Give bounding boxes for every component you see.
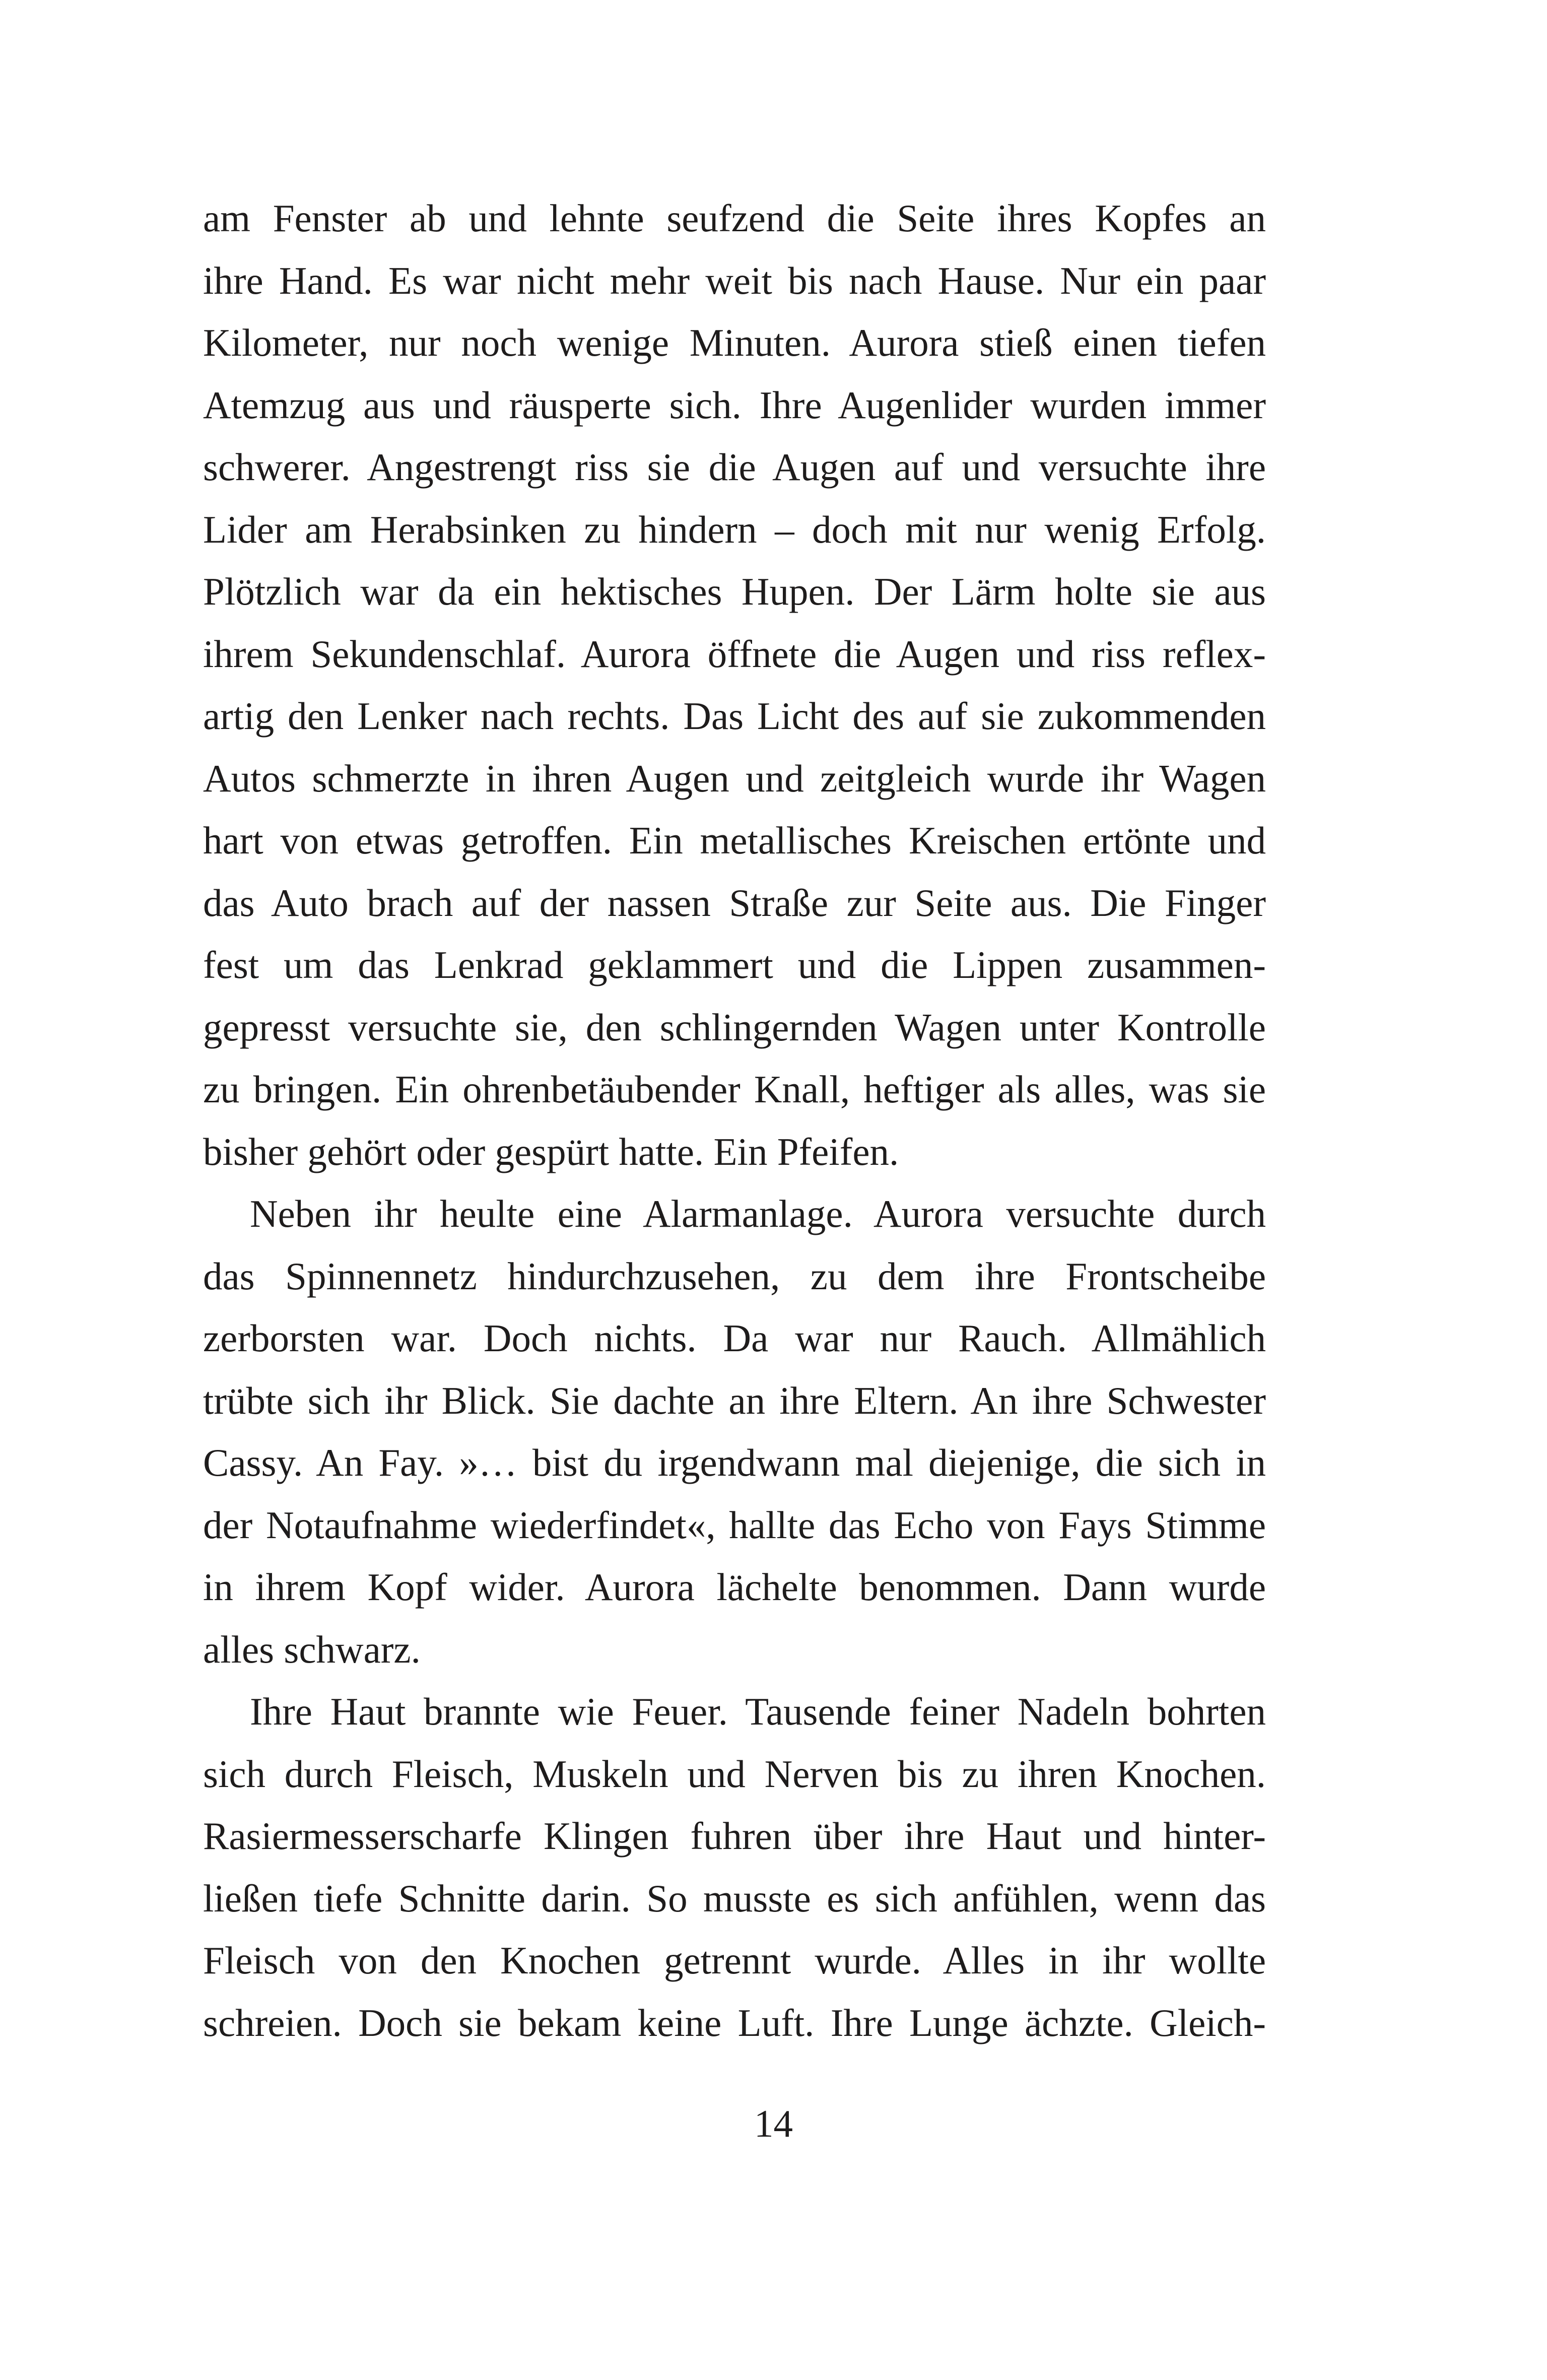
- text-line: Plötzlich war da ein hektisches Hupen. Der Lärm holte sie aus: [203, 570, 1266, 613]
- text-line: zerborsten war. Doch nichts. Da war nur Rauch. Allmählich: [203, 1316, 1266, 1360]
- text-line: artig den Lenker nach rechts. Das Licht des auf sie zukommenden: [203, 694, 1266, 738]
- text-line: Autos schmerzte in ihren Augen und zeitgleich wurde ihr Wagen: [203, 756, 1266, 800]
- text-line: hart von etwas getroffen. Ein metallisches Kreischen ertönte und: [203, 819, 1266, 862]
- text-line: Atemzug aus und räusperte sich. Ihre Augenlider wurden immer: [203, 383, 1266, 427]
- text-line: Cassy. An Fay. »… bist du irgendwann mal diejenige, die sich in: [203, 1441, 1266, 1484]
- text-line: ihre Hand. Es war nicht mehr weit bis nach Hause. Nur ein paar: [203, 258, 1266, 302]
- body-text: [203, 187, 1266, 2054]
- text-line: gepresst versuchte sie, den schlingernden Wagen unter Kontrolle: [203, 1005, 1266, 1049]
- text-line: trübte sich ihr Blick. Sie dachte an ihre Eltern. An ihre Schwester: [203, 1378, 1266, 1422]
- text-line: schreien. Doch sie bekam keine Luft. Ihre Lunge ächzte. Gleich-: [203, 2001, 1266, 2044]
- text-line: Fleisch von den Knochen getrennt wurde. Alles in ihr wollte: [203, 1939, 1266, 1982]
- text-line: Lider am Herabsinken zu hindern – doch mit nur wenig Erfolg.: [203, 507, 1266, 551]
- text-line: fest um das Lenkrad geklammert und die Lippen zusammen-: [203, 943, 1266, 986]
- text-line: zu bringen. Ein ohrenbetäubender Knall, heftiger als alles, was sie: [203, 1068, 1266, 1111]
- text-line: das Auto brach auf der nassen Straße zur Seite aus. Die Finger: [203, 881, 1266, 924]
- text-line: Ihre Haut brannte wie Feuer. Tausende feiner Nadeln bohrten: [250, 1690, 1266, 1733]
- text-line: ließen tiefe Schnitte darin. So musste es sich anfühlen, wenn das: [203, 1876, 1266, 1920]
- page-number: 14: [754, 2102, 793, 2145]
- paragraph-1: [203, 187, 1266, 1183]
- text-line: bisher gehört oder gespürt hatte. Ein Pfeifen.: [203, 1130, 899, 1173]
- text-line: alles schwarz.: [203, 1627, 421, 1671]
- text-line: Rasiermesserscharfe Klingen fuhren über ihre Haut und hinter-: [203, 1814, 1266, 1858]
- text-line: am Fenster ab und lehnte seufzend die Seite ihres Kopfes an: [203, 196, 1266, 240]
- text-line: schwerer. Angestrengt riss sie die Augen auf und versuchte ihre: [203, 445, 1266, 489]
- text-line: Neben ihr heulte eine Alarmanlage. Aurora versuchte durch: [250, 1192, 1266, 1235]
- paragraph-3: [203, 1681, 1266, 2054]
- paragraph-2: [203, 1183, 1266, 1681]
- text-line: ihrem Sekundenschlaf. Aurora öffnete die Augen und riss reflex-: [203, 632, 1266, 676]
- text-line: sich durch Fleisch, Muskeln und Nerven bis zu ihren Knochen.: [203, 1752, 1266, 1796]
- text-line: in ihrem Kopf wider. Aurora lächelte benommen. Dann wurde: [203, 1565, 1266, 1609]
- text-line: der Notaufnahme wiederfindet«, hallte das Echo von Fays Stimme: [203, 1503, 1266, 1547]
- text-line: das Spinnennetz hindurchzusehen, zu dem ihre Frontscheibe: [203, 1254, 1266, 1298]
- text-line: Kilometer, nur noch wenige Minuten. Aurora stieß einen tiefen: [203, 321, 1266, 364]
